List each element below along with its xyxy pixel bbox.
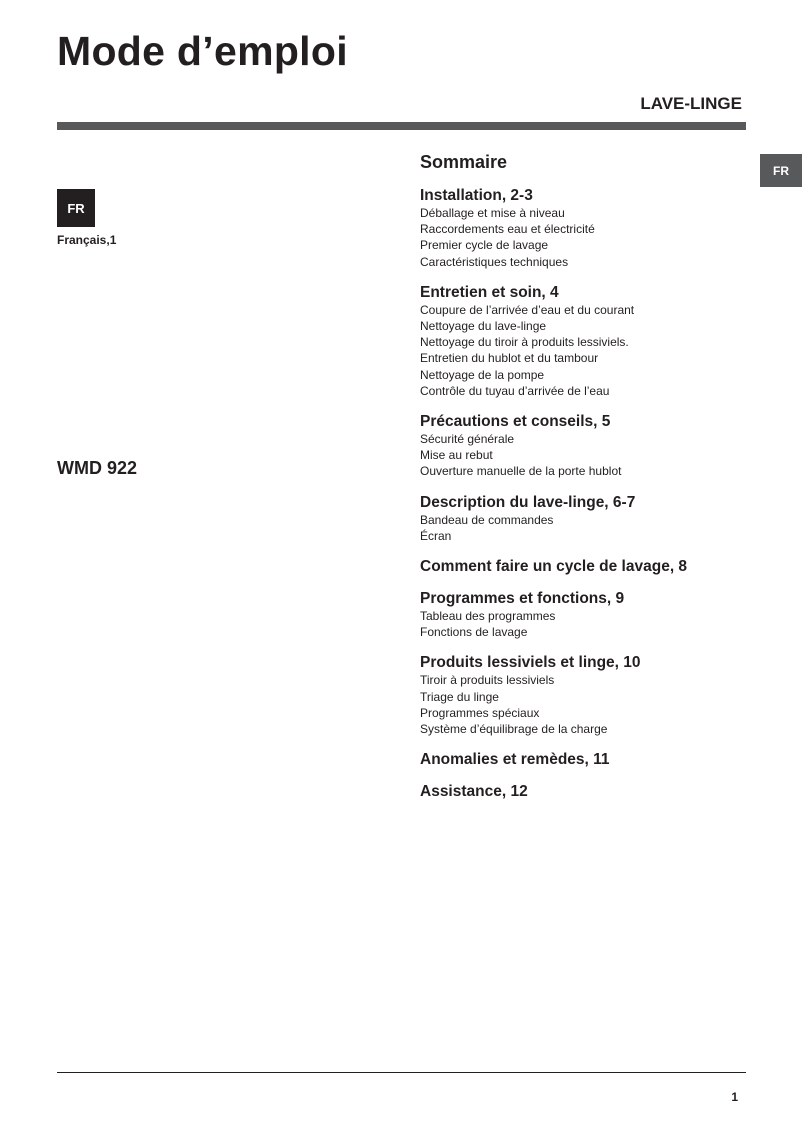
language-label: Français,1 [57,233,117,247]
product-type: LAVE-LINGE [640,94,742,113]
toc-item: Contrôle du tuyau d’arrivée de l’eau [420,383,610,398]
toc-section [420,654,750,737]
page-number: 1 [731,1090,738,1104]
language-badge: FR [57,189,95,227]
toc-item: Mise au rebut [420,448,493,463]
toc-section-heading: Assistance, 12 [420,783,528,801]
toc-item: Tableau des programmes [420,609,556,624]
toc-item: Programmes spéciaux [420,705,540,720]
toc-section-heading: Produits lessiviels et linge, 10 [420,654,641,672]
toc-section-heading: Programmes et fonctions, 9 [420,590,625,608]
toc-section [420,494,750,544]
toc-section-heading: Entretien et soin, 4 [420,283,559,301]
toc-title: Sommaire [420,152,508,172]
page-title: Mode d’emploi [57,28,348,74]
toc-section [420,783,750,801]
toc-item: Sécurité générale [420,432,515,447]
toc-item: Caractéristiques techniques [420,254,569,269]
toc-section [420,590,750,640]
toc-item: Écran [420,528,452,543]
toc-section-heading: Précautions et conseils, 5 [420,413,611,431]
toc-item: Ouverture manuelle de la porte hublot [420,464,622,479]
toc-section [420,751,750,769]
toc-section-heading: Description du lave-linge, 6-7 [420,493,636,511]
toc-item: Déballage et mise à niveau [420,206,565,220]
toc-item: Entretien du hublot et du tambour [420,351,599,366]
toc-item: Nettoyage de la pompe [420,367,545,382]
toc-section-heading: Anomalies et remèdes, 11 [420,751,610,769]
footer-divider [57,1072,746,1073]
language-side-tab: FR [760,154,802,187]
toc-item: Nettoyage du tiroir à produits lessiviels. [420,335,629,350]
toc-section [420,413,750,480]
toc-item: Premier cycle de lavage [420,238,549,253]
toc-item: Fonctions de lavage [420,625,528,640]
toc-item: Tiroir à produits lessiviels [420,673,555,688]
toc-item: Triage du linge [420,689,499,704]
toc-item: Système d’équilibrage de la charge [420,722,608,737]
table-of-contents [420,151,750,815]
toc-section [420,558,750,576]
toc-section [420,284,750,399]
model-name: WMD 922 [57,458,138,478]
toc-section-heading: Installation, 2-3 [420,187,533,204]
toc-item: Coupure de l’arrivée d’eau et du courant [420,302,635,317]
toc-item: Bandeau de commandes [420,512,554,527]
header-divider [57,122,746,130]
toc-section-heading: Comment faire un cycle de lavage, 8 [420,558,688,576]
toc-item: Nettoyage du lave-linge [420,319,547,334]
toc-item: Raccordements eau et électricité [420,222,595,237]
toc-section [420,187,750,270]
